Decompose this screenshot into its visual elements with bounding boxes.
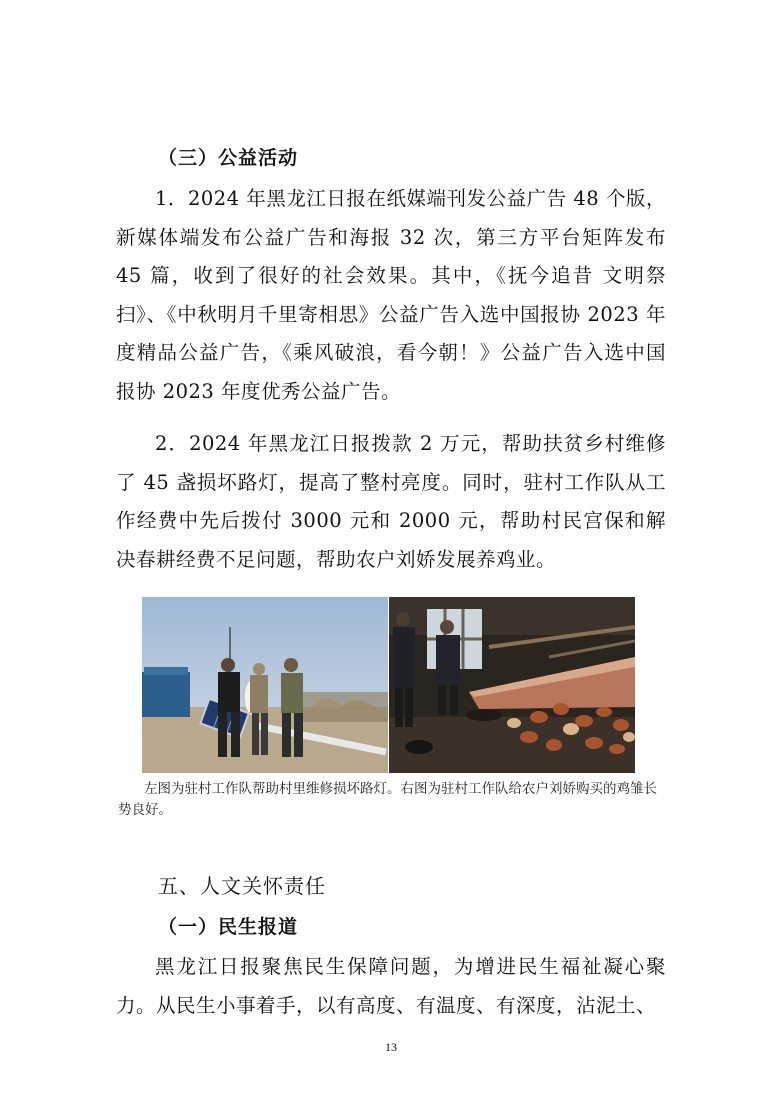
photo-streetlight-repair (142, 597, 388, 773)
photo-chicken-coop (389, 597, 635, 773)
section-heading-humanistic-care: 五、人文关怀责任 (158, 874, 326, 898)
photo-caption: 左图为驻村工作队帮助村里维修损坏路灯。右图为驻村工作队给农户刘娇购买的鸡雏长势良好。 (118, 781, 657, 818)
paragraph-livelihood: 黑龙江日报聚焦民生保障问题，为增进民生福祉凝心聚力。从民生小事着手，以有高度、有温度、有深度，沾泥土、 (116, 955, 666, 1017)
page-number: 13 (385, 1040, 397, 1054)
paragraph-public-ads: 1．2024 年黑龙江日报在纸媒端刊发公益广告 48 个版，新媒体端发布公益广告和海报 32 次，第三方平台矩阵发布 45 篇，收到了很好的社会效果。其中，《抚今追昔 文明祭扫》、《中秋明月千里寄相思》公益广告入选中国报协 2023 年度精品公益广告，《乘风破浪，看今朝！》公益广告入选中国报协 2023 年度优秀公益广告。 (116, 187, 666, 403)
photo-pair (142, 597, 635, 773)
paragraph-village-aid: 2．2024 年黑龙江日报拨款 2 万元，帮助扶贫乡村维修了 45 盏损坏路灯，提高了整村亮度。同时，驻村工作队从工作经费中先后拨付 3000 元和 2000 元，帮助村民宫保和解决春耕经费不足问题，帮助农户刘娇发展养鸡业。 (116, 432, 666, 571)
subheading-livelihood-reporting: （一）民生报道 (158, 916, 299, 938)
subheading-public-welfare: （三）公益活动 (158, 147, 299, 169)
